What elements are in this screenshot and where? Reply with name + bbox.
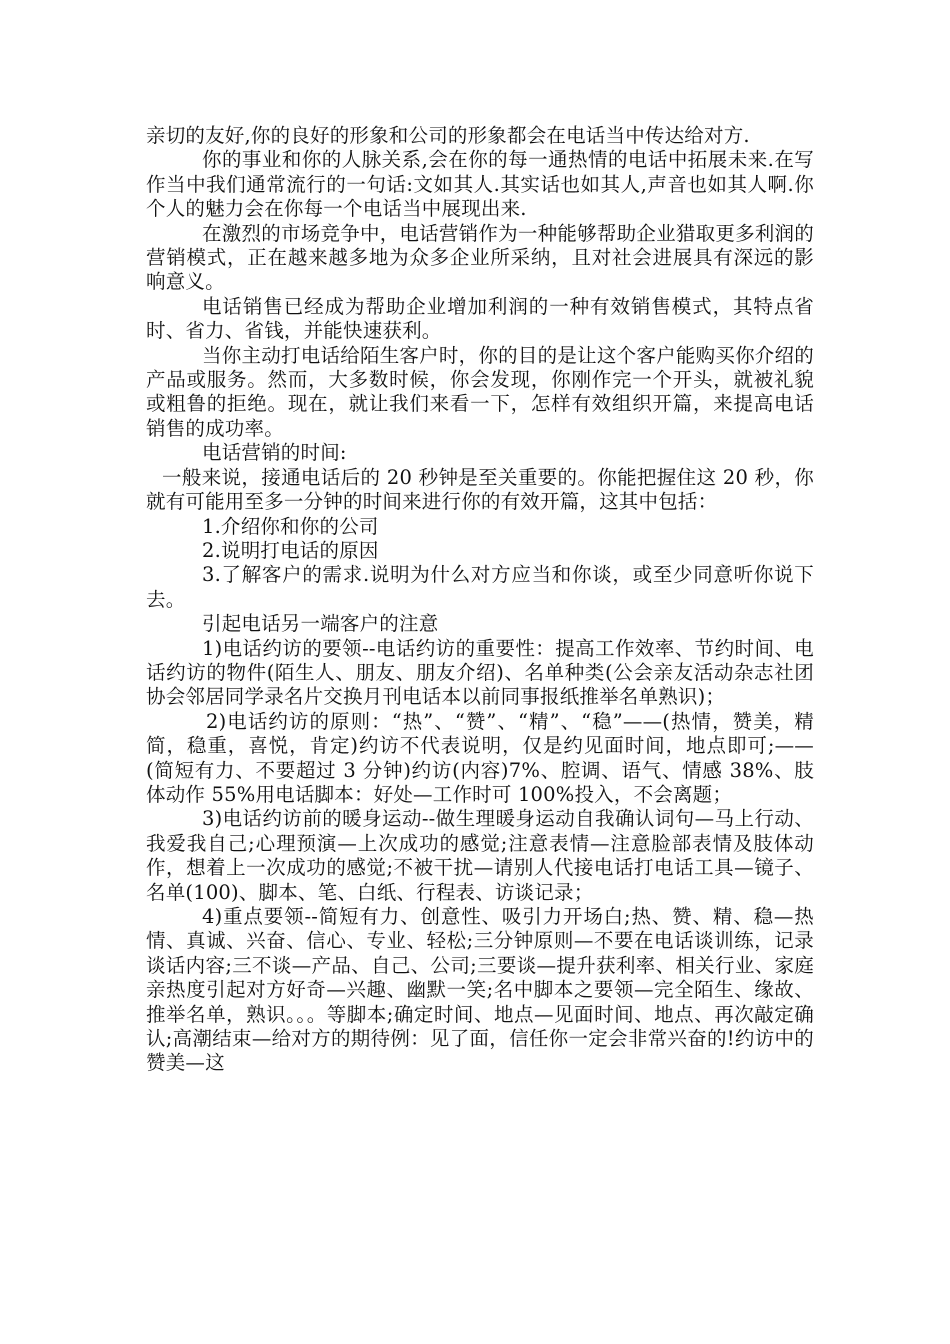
paragraph: 在激烈的市场竞争中，电话营销作为一种能够帮助企业猎取更多利润的营销模式，正在越来越多地为众多企业所采纳，且对社会进展具有深远的影响意义。 bbox=[146, 221, 814, 294]
paragraph: 当你主动打电话给陌生客户时，你的目的是让这个客户能购买你介绍的产品或服务。然而，大多数时候，你会发现，你刚作完一个开头，就被礼貌或粗鲁的拒绝。现在，就让我们来看一下，怎样有效组织开篇，来提高电话销售的成功率。 bbox=[146, 343, 814, 440]
paragraph: 你的事业和你的人脉关系,会在你的每一通热情的电话中拓展未来.在写作当中我们通常流行的一句话:文如其人.其实话也如其人,声音也如其人啊.你个人的魅力会在你每一个电话当中展现出来. bbox=[146, 148, 814, 221]
section-heading: 电话营销的时间: bbox=[202, 441, 347, 465]
paragraph: 2)电话约访的原则：“热”、“赞”、“精”、“稳”——(热情，赞美，精简，稳重，喜悦，肯定)约访不代表说明，仅是约见面时间，地点即可;——(简短有力、不要超过 3 分钟)约访(内容)7%、腔调、语气、情感 38%、肢体动作 55%用电话脚本：好处—工作时可 100%投入，不会离题； bbox=[146, 709, 814, 806]
list-item: 3.了解客户的需求.说明为什么对方应当和你谈，或至少同意听你说下去。 bbox=[146, 563, 814, 611]
paragraph: 电话销售已经成为帮助企业增加利润的一种有效销售模式，其特点省时、省力、省钱，并能快速获利。 bbox=[146, 294, 814, 343]
paragraph: 1)电话约访的要领--电话约访的重要性：提高工作效率、节约时间、电话约访的物件(陌生人、朋友、朋友介绍)、名单种类(公会亲友活动杂志社团协会邻居同学录名片交换月刊电话本以前同事报纸推举名单熟识)； bbox=[146, 636, 814, 709]
list-item: 1.介绍你和你的公司 bbox=[202, 514, 379, 538]
paragraph: 3)电话约访前的暖身运动--做生理暖身运动自我确认词句—马上行动、我爱我自己;心理预演—上次成功的感觉;注意表情—注意脸部表情及肢体动作，想着上一次成功的感觉;不被干扰—请别人代接电话打电话工具—镜子、名单(100)、脚本、笔、白纸、行程表、访谈记录； bbox=[146, 807, 814, 904]
paragraph: 一般来说，接通电话后的 20 秒钟是至关重要的。你能把握住这 20 秒，你就有可能用至多一分钟的时间来进行你的有效开篇，这其中包括： bbox=[146, 465, 814, 514]
paragraph: 亲切的友好,你的良好的形象和公司的形象都会在电话当中传达给对方. bbox=[146, 124, 750, 147]
document-page bbox=[146, 124, 814, 1076]
list-item: 2.说明打电话的原因 bbox=[202, 538, 379, 562]
paragraph: 4)重点要领--简短有力、创意性、吸引力开场白;热、赞、精、稳—热情、真诚、兴奋、信心、专业、轻松;三分钟原则—不要在电话谈训练，记录谈话内容;三不谈—产品、自己、公司;三要谈—提升获利率、相关行业、家庭亲热度引起对方好奇—兴趣、幽默一笑;名中脚本之要领—完全陌生、缘故、推举名单，熟识。。。等脚本;确定时间、地点—见面时间、地点、再次敲定确认;高潮结束—给对方的期待例：见了面，信任你一定会非常兴奋的!约访中的赞美—这 bbox=[146, 905, 814, 1075]
section-heading: 引起电话另一端客户的注意 bbox=[202, 612, 439, 636]
